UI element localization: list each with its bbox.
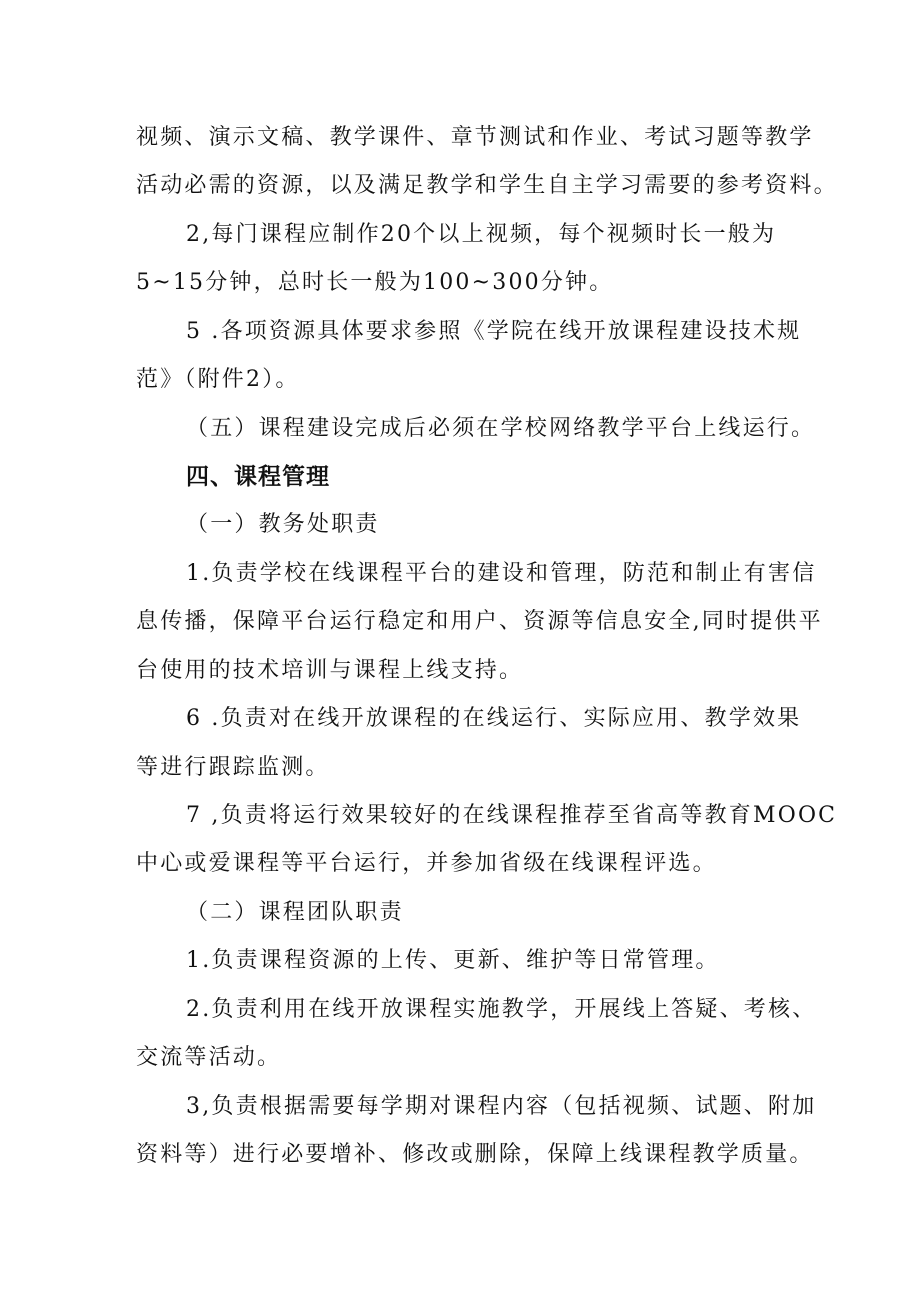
paragraph-line: 视频、演示文稿、教学课件、章节测试和作业、考试习题等教学 — [136, 125, 814, 150]
paragraph-line: 活动必需的资源，以及满足教学和学生自主学习需要的参考资料。 — [136, 173, 838, 198]
list-item-line: 资料等）进行必要增补、修改或删除，保障上线课程教学质量。 — [136, 1142, 814, 1167]
list-item-line: 1.负责课程资源的上传、更新、维护等日常管理。 — [186, 948, 720, 973]
list-item-line: 2.负责利用在线开放课程实施教学，开展线上答疑、考核、 — [186, 997, 817, 1022]
list-item-line: 台使用的技术培训与课程上线支持。 — [136, 658, 524, 683]
list-item-line: 1.负责学校在线课程平台的建设和管理，防范和制止有害信 — [186, 561, 817, 586]
list-item-line: 中心或爱课程等平台运行，并参加省级在线课程评选。 — [136, 851, 717, 876]
list-item-line: 2,每门课程应制作20个以上视频，每个视频时长一般为 — [186, 222, 777, 247]
list-item-line: 范》（附件2）。 — [136, 367, 300, 392]
list-item-line: 息传播，保障平台运行稳定和用户、资源等信息安全,同时提供平 — [136, 609, 823, 634]
sub-item-line: （五）课程建设完成后必须在学校网络教学平台上线运行。 — [186, 416, 816, 441]
subsection-heading: （一）教务处职责 — [186, 512, 380, 537]
list-item-line: 等进行跟踪监测。 — [136, 755, 330, 780]
list-item-line: 交流等活动。 — [136, 1045, 282, 1070]
list-item-line: 5 .各项资源具体要求参照《学院在线开放课程建设技术规 — [186, 319, 802, 344]
subsection-heading: （二）课程团队职责 — [186, 900, 404, 925]
list-item-line: 3,负责根据需要每学期对课程内容（包括视频、试题、附加 — [186, 1094, 817, 1119]
section-heading: 四、课程管理 — [186, 464, 330, 490]
list-item-line: 5~15分钟，总时长一般为100~300分钟。 — [136, 270, 614, 295]
list-item-line: 7 ,负责将运行效果较好的在线课程推荐至省高等教育MOOC — [186, 803, 838, 828]
list-item-line: 6 .负责对在线开放课程的在线运行、实际应用、教学效果 — [186, 706, 802, 731]
